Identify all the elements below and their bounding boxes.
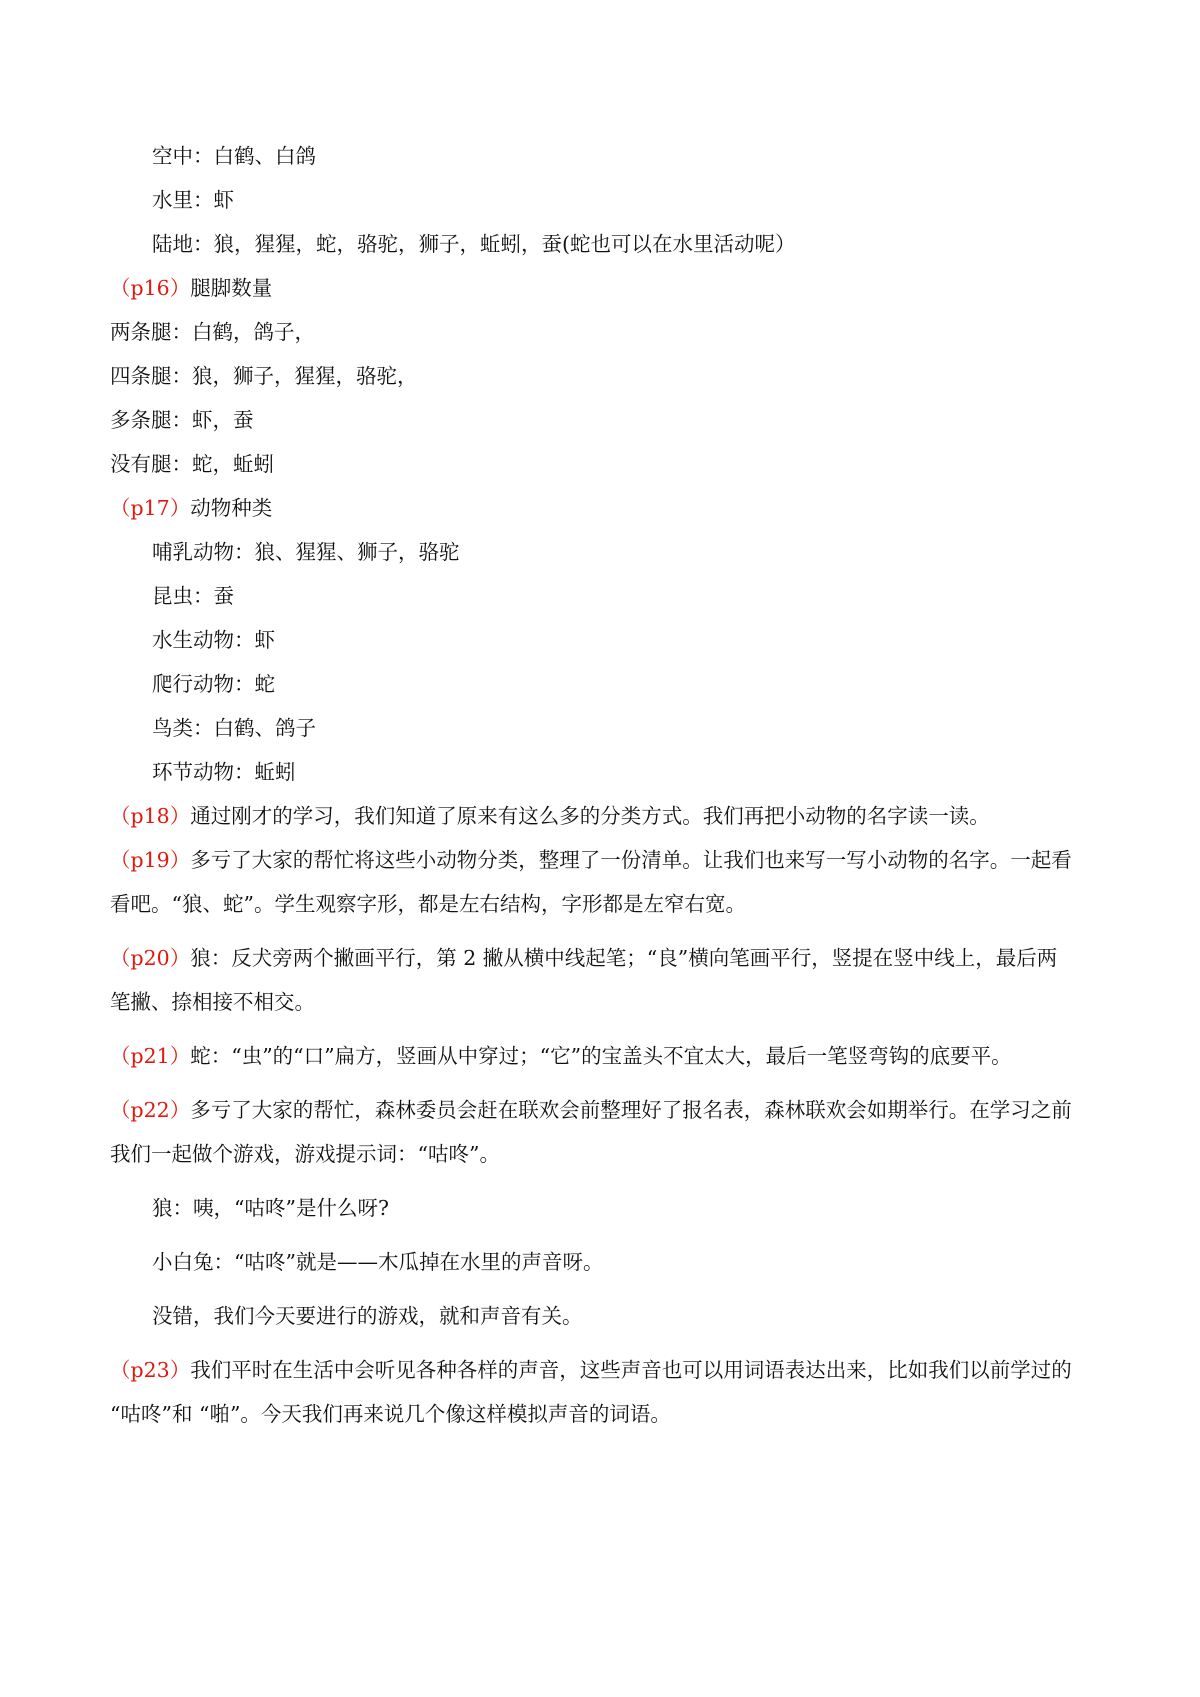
kinds-heading-line	[110, 494, 1100, 522]
habitat-sky: 空中：白鹤、白鸽	[152, 144, 316, 168]
paragraph-p23-line2: “咕咚”和 “啪”。今天我们再来说几个像这样模拟声音的词语。	[110, 1402, 671, 1426]
paragraph-p18	[110, 802, 1100, 830]
legs-two: 两条腿：白鹤，鸽子，	[110, 320, 315, 344]
kinds-insects: 昆虫：蚕	[152, 584, 234, 608]
paragraph-p19-text1: 多亏了大家的帮忙将这些小动物分类，整理了一份清单。让我们也来写一写小动物的名字。一起看	[190, 848, 1072, 872]
kinds-reptiles: 爬行动物：蛇	[152, 672, 275, 696]
paragraph-p18-text: 通过刚才的学习，我们知道了原来有这么多的分类方式。我们再把小动物的名字读一读。	[190, 804, 990, 828]
paragraph-p19-line2: 看吧。“狼、蛇”。学生观察字形，都是左右结构，字形都是左窄右宽。	[110, 892, 746, 916]
paragraph-p21-text: 蛇：“虫”的“口”扁方，竖画从中穿过；“它”的宝盖头不宜太大，最后一笔竖弯钩的底要平。	[190, 1044, 1012, 1068]
paragraph-p23-line1	[110, 1356, 1100, 1384]
dialog-narrator: 没错，我们今天要进行的游戏，就和声音有关。	[152, 1304, 583, 1328]
paragraph-p21	[110, 1042, 1100, 1070]
page-ref-p18: （p18）	[110, 804, 191, 828]
habitat-water: 水里：虾	[152, 188, 234, 212]
paragraph-p22-line2: 我们一起做个游戏，游戏提示词：“咕咚”。	[110, 1142, 500, 1166]
legs-heading-line	[110, 274, 1100, 302]
paragraph-p22-line1	[110, 1096, 1100, 1124]
legs-heading: 腿脚数量	[190, 276, 273, 300]
page-ref-p20: （p20）	[110, 946, 191, 970]
kinds-mammals: 哺乳动物：狼、猩猩、狮子，骆驼	[152, 540, 460, 564]
legs-many: 多条腿：虾，蚕	[110, 408, 254, 432]
legs-four: 四条腿：狼，狮子，猩猩，骆驼，	[110, 364, 418, 388]
dialog-wolf: 狼：咦，“咕咚”是什么呀?	[152, 1196, 389, 1220]
kinds-aquatic: 水生动物：虾	[152, 628, 275, 652]
paragraph-p20-line2: 笔撇、捺相接不相交。	[110, 990, 315, 1014]
page-ref-p19: （p19）	[110, 848, 191, 872]
kinds-birds: 鸟类：白鹤、鸽子	[152, 716, 316, 740]
page-ref-p16: （p16）	[110, 276, 191, 300]
paragraph-p20-text1: 狼：反犬旁两个撇画平行，第 2 撇从横中线起笔；“良”横向笔画平行，竖提在竖中线上，最后两	[190, 946, 1058, 970]
page-ref-p22: （p22）	[110, 1098, 191, 1122]
page-ref-p21: （p21）	[110, 1044, 191, 1068]
paragraph-p20-line1	[110, 944, 1100, 972]
paragraph-p23-text1: 我们平时在生活中会听见各种各样的声音，这些声音也可以用词语表达出来，比如我们以前学过的	[190, 1358, 1072, 1382]
page-ref-p17: （p17）	[110, 496, 191, 520]
paragraph-p22-text1: 多亏了大家的帮忙，森林委员会赶在联欢会前整理好了报名表，森林联欢会如期举行。在学习之前	[190, 1098, 1072, 1122]
paragraph-p19-line1	[110, 846, 1100, 874]
legs-none: 没有腿：蛇，蚯蚓	[110, 452, 274, 476]
kinds-heading: 动物种类	[190, 496, 273, 520]
habitat-land: 陆地：狼，猩猩，蛇，骆驼，狮子，蚯蚓，蚕(蛇也可以在水里活动呢）	[152, 232, 796, 256]
kinds-annelids: 环节动物：蚯蚓	[152, 760, 296, 784]
page-ref-p23: （p23）	[110, 1358, 191, 1382]
dialog-rabbit: 小白兔：“咕咚”就是——木瓜掉在水里的声音呀。	[152, 1250, 604, 1274]
